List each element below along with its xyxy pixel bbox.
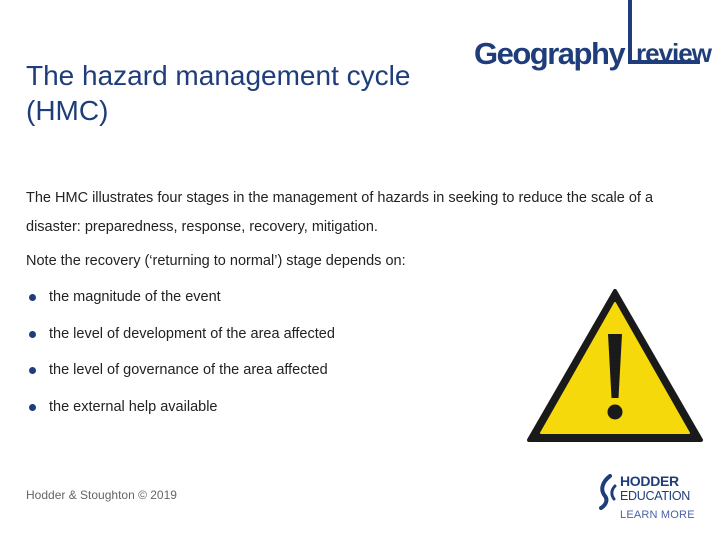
note-paragraph: Note the recovery (‘returning to normal’) stage depends on: [26,253,406,269]
logo-review-text: review [636,38,711,68]
bullet-dot [29,367,36,374]
hodder-text: HODDER [620,473,679,489]
copyright-footer: Hodder & Stoughton © 2019 [26,488,177,502]
slide-title: The hazard management cycle (HMC) [26,60,411,126]
list-item [26,322,506,359]
intro-paragraph: The HMC illustrates four stages in the management of hazards in seeking to reduce the scale of a disaster: preparedness, response, recovery, mitigation. [26,190,654,235]
learn-more-text: LEARN MORE [620,509,695,521]
hodder-swirl-icon [596,474,618,510]
list-item-text: the level of development of the area affected [49,325,335,342]
bullet-dot [29,294,36,301]
logo-geography-text: Geography [474,36,625,71]
logo-divider [628,0,632,64]
geography-review-logo [474,0,714,76]
warning-triangle-icon [526,288,704,444]
hodder-education-logo [596,470,706,524]
education-text: EDUCATION [620,489,690,503]
list-item-text: the magnitude of the event [49,289,221,305]
list-item [26,285,506,322]
bullet-dot [29,404,36,411]
list-item-text: the level of governance of the area affected [49,362,328,379]
bullet-list [26,285,506,431]
list-item [26,395,506,432]
list-item [26,358,506,395]
list-item-text: the external help available [49,398,218,415]
bullet-dot [29,331,36,338]
